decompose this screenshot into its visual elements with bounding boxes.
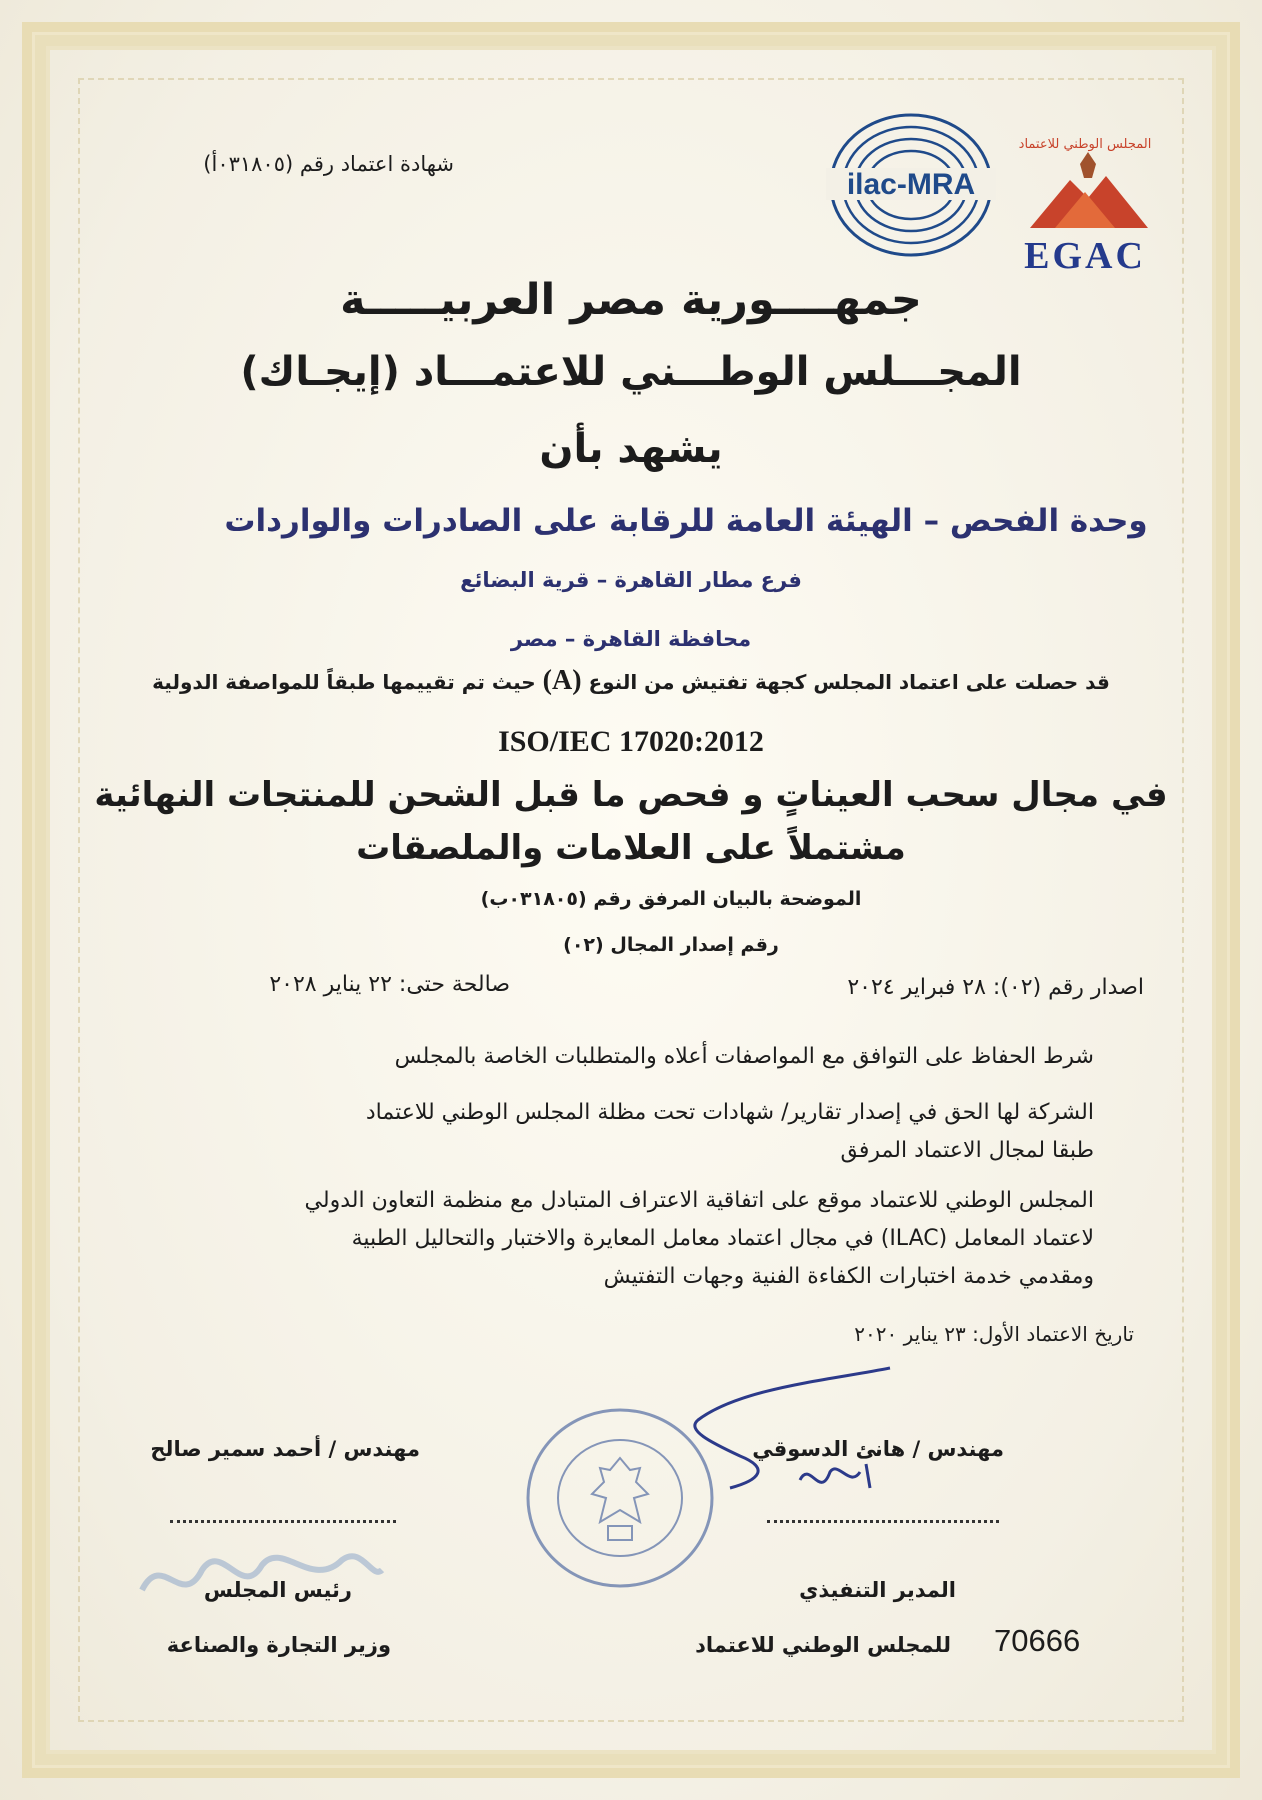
condition-paragraph: شرط الحفاظ على التوافق مع المواصفات أعلاه والمتطلبات الخاصة بالمجلس [394, 1044, 1094, 1069]
certificate-number: شهادة اعتماد رقم (٠٣١٨٠٥أ) [203, 152, 454, 176]
iso-standard: ISO/IEC 17020:2012 [498, 725, 764, 758]
executive-director-role: المدير التنفيذي [799, 1578, 956, 1602]
scope-line-2: مشتملاً على العلامات والملصقات [356, 828, 906, 868]
egac-arabic-text: المجلس الوطني للاعتماد [1018, 137, 1152, 152]
executive-director-signature [680, 1360, 920, 1510]
certifies-title: يشهد بأن [539, 426, 723, 472]
signature-line-right [767, 1512, 999, 1523]
first-accreditation-date: تاريخ الاعتماد الأول: ٢٣ يناير ٢٠٢٠ [854, 1322, 1134, 1346]
egac-logo-text: EGAC [1024, 235, 1146, 277]
signature-line-left [170, 1512, 396, 1523]
organization-name: وحدة الفحص – الهيئة العامة للرقابة على الصادرات والواردات [224, 503, 1148, 539]
scope-line-1: في مجال سحب العيناتٍ و فحص ما قبل الشحن للمنتجات النهائية [94, 775, 1168, 815]
executive-director-organization: للمجلس الوطني للاعتماد [695, 1633, 951, 1657]
scope-issue-number: رقم إصدار المجال (٠٢) [563, 934, 779, 956]
council-chair-organization: وزير التجارة والصناعة [166, 1633, 391, 1657]
council-chair-role: رئيس المجلس [203, 1578, 352, 1602]
issue-date: اصدار رقم (٠٢): ٢٨ فبراير ٢٠٢٤ [847, 975, 1144, 1000]
country-title: جمهــــورية مصر العربيـــــة [340, 275, 922, 325]
organization-governorate: محافظة القاهرة – مصر [510, 627, 752, 651]
accreditation-text-after: حيث تم تقييمها طبقاً للمواصفة الدولية [152, 670, 536, 694]
egac-logo [1010, 118, 1160, 278]
inspection-type: (A) [542, 665, 582, 696]
organization-branch: فرع مطار القاهرة – قرية البضائع [460, 568, 802, 592]
council-chair-name: مهندس / أحمد سمير صالح [150, 1437, 420, 1461]
serial-number: 70666 [994, 1623, 1081, 1658]
council-title: المجـــلس الوطـــني للاعتمـــاد (إيجـاك) [240, 349, 1022, 395]
council-chair-signature [122, 1520, 392, 1630]
executive-director-name: مهندس / هانئ الدسوقي [752, 1437, 1004, 1461]
valid-until-date: صالحة حتى: ٢٢ يناير ٢٠٢٨ [269, 972, 510, 997]
accreditation-statement [100, 665, 1162, 697]
accreditation-text-before: قد حصلت على اعتماد المجلس كجهة تفتيش من النوع [588, 670, 1110, 694]
ilac-logo-text: ilac-MRA [846, 168, 976, 201]
mra-paragraph: المجلس الوطني للاعتماد موقع على اتفاقية الاعتراف المتبادل مع منظمة التعاون الدولي لاعتماد المعامل (ILAC) في مجال اعتماد معامل المعايرة والاختبار والتحاليل الطبية ومقدمي خدمة اختبارات الكفاءة الفنية وجهات التفتيش [304, 1188, 1094, 1289]
ilac-mra-logo [822, 110, 1000, 260]
rights-paragraph: الشركة لها الحق في إصدار تقارير/ شهادات تحت مظلة المجلس الوطني للاعتماد طبقا لمجال الاعتماد المرفق [365, 1100, 1094, 1163]
scope-annex: الموضحة بالبيان المرفق رقم (٠٣١٨٠٥ب) [480, 888, 862, 910]
